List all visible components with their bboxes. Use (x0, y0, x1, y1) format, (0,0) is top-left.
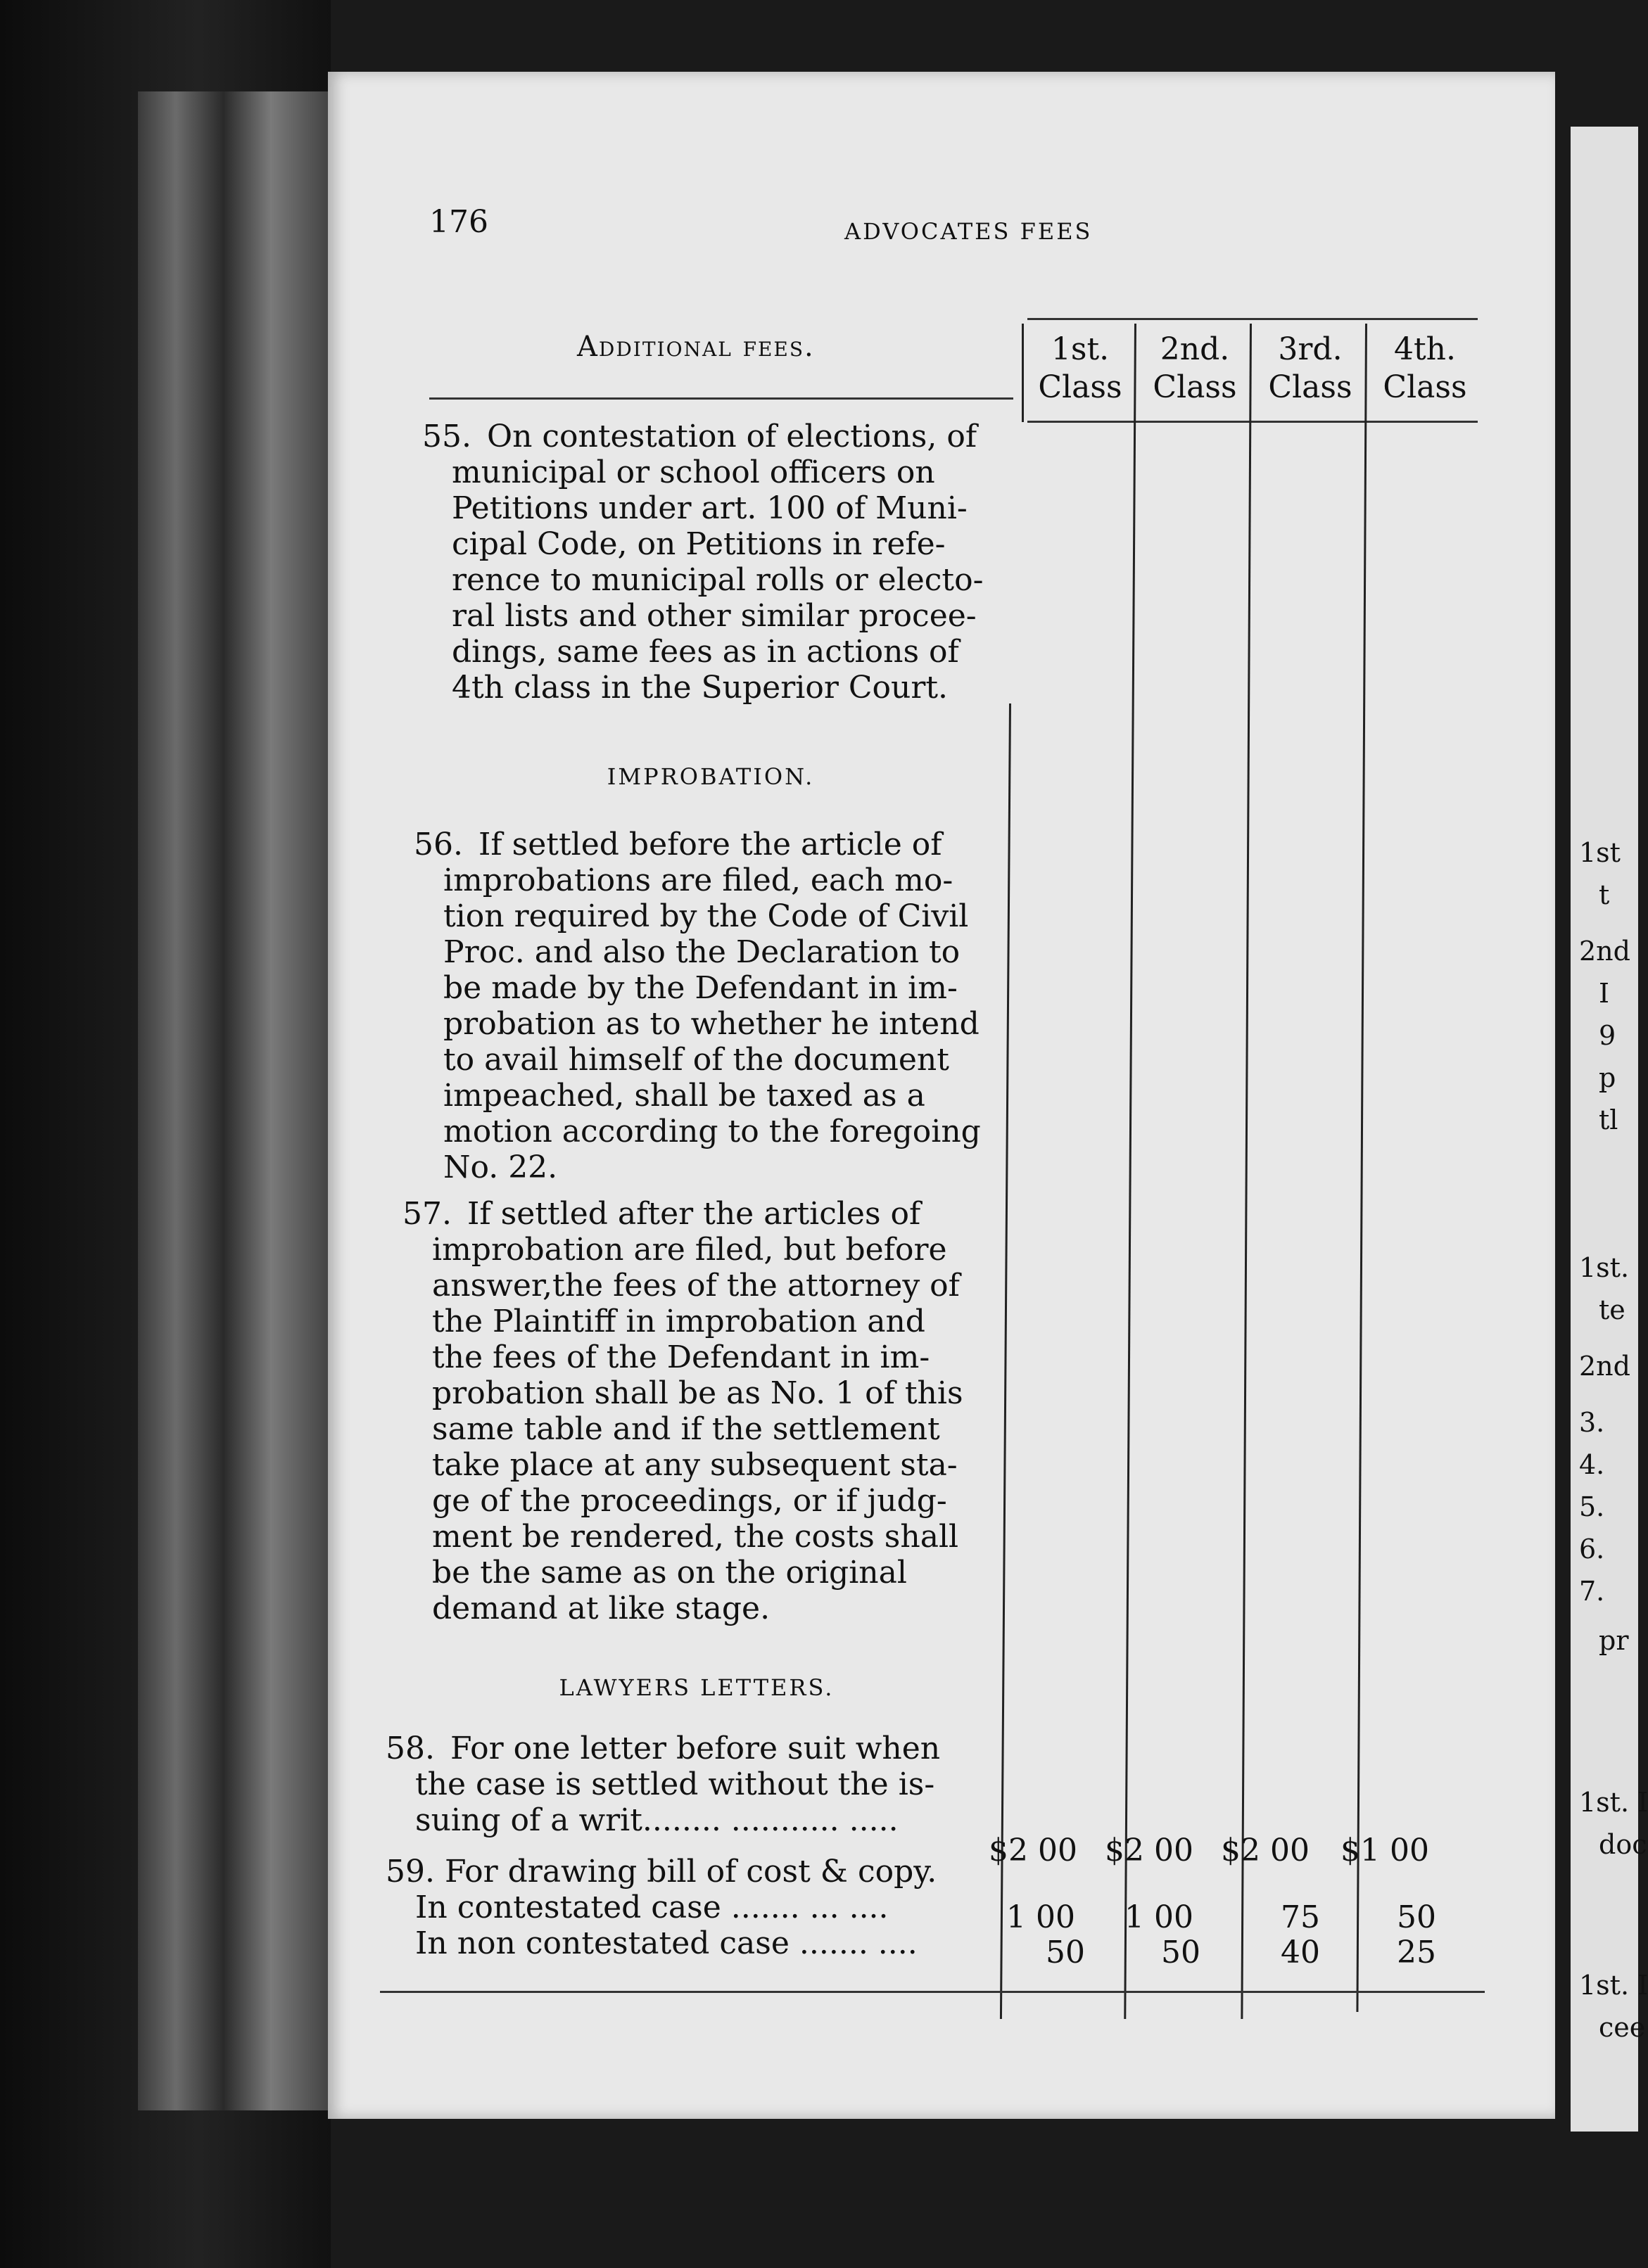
section-title-lawyers-letters: LAWYERS LETTERS. (559, 1674, 835, 1701)
text-line: tion required by the Code of Civil (443, 898, 969, 934)
column-header-line: 1st. (1051, 331, 1110, 367)
facing-text: 7. (1579, 1576, 1605, 1607)
facing-text: 1st. I (1579, 1970, 1648, 2001)
text-line: be made by the Defendant in im- (443, 970, 958, 1006)
fee-58-4th: $1 00 (1340, 1833, 1429, 1868)
text-line: take place at any subsequent sta- (432, 1447, 958, 1483)
entry-59 (386, 1854, 937, 1890)
text-line: improbation are filed, but before (432, 1232, 947, 1268)
fee-59n-3rd: 40 (1281, 1935, 1320, 1970)
entry-number: 59. (386, 1854, 435, 1890)
facing-text: I (1599, 978, 1610, 1009)
fee-59n-2nd: 50 (1161, 1935, 1200, 1970)
facing-text: 2nd (1579, 1351, 1630, 1382)
fee-58-3rd: $2 00 (1221, 1833, 1310, 1868)
table-bottom-rule (380, 1991, 1485, 1993)
entry-number: 55. (422, 419, 471, 454)
text-line: dings, same fees as in actions of (452, 634, 959, 670)
text-line: cipal Code, on Petitions in refe- (452, 526, 946, 562)
facing-text: pr (1599, 1625, 1629, 1656)
facing-page (1571, 127, 1648, 2132)
facing-text: 6. (1579, 1534, 1605, 1565)
fee-58-2nd: $2 00 (1105, 1833, 1193, 1868)
text-line: 4th class in the Superior Court. (452, 670, 949, 706)
table-title: Additional fees. (577, 331, 815, 363)
facing-text: te (1599, 1294, 1625, 1325)
page-number: 176 (429, 204, 488, 240)
row-contestated-label: In contestated case ....... ... .... (415, 1890, 889, 1925)
text-line: municipal or school officers on (452, 454, 935, 490)
entry-55 (422, 419, 1006, 706)
text-line: ment be rendered, the costs shall (432, 1519, 959, 1555)
text-line: suing of a writ........ ........... ..... (415, 1802, 899, 1838)
facing-text: 1st (1579, 837, 1621, 868)
text-line: the fees of the Defendant in im- (432, 1339, 930, 1375)
text-line: same table and if the settlement (432, 1411, 940, 1447)
entry-text (452, 419, 1006, 706)
text-line: probation as to whether he intend (443, 1006, 980, 1042)
facing-text: 2nd (1579, 936, 1630, 967)
fee-59c-1st: 1 00 (1006, 1899, 1075, 1935)
column-header-2nd (1139, 331, 1251, 406)
text-line: If settled after the articles of (467, 1196, 921, 1232)
header-bottom-rule-columns (1027, 421, 1478, 423)
column-header-4th (1369, 331, 1481, 406)
text-line: probation shall be as No. 1 of this (432, 1375, 963, 1411)
facing-text: p (1599, 1062, 1616, 1093)
fee-59n-1st: 50 (1046, 1935, 1085, 1970)
text-line: For one letter before suit when (450, 1731, 941, 1766)
column-divider (1022, 324, 1024, 422)
entry-number: 56. (414, 827, 463, 862)
entry-text (415, 1731, 977, 1838)
entry-number: 58. (386, 1731, 435, 1766)
column-header-line: 4th. (1394, 331, 1456, 367)
facing-text: 3. (1579, 1407, 1605, 1438)
fee-59c-2nd: 1 00 (1124, 1899, 1193, 1935)
text-line: Petitions under art. 100 of Muni- (452, 490, 968, 526)
facing-text: cee (1599, 2012, 1646, 2043)
running-title: ADVOCATES FEES (844, 218, 1093, 245)
text-line: On contestation of elections, of (487, 419, 977, 454)
text-line: the Plaintiff in improbation and (432, 1304, 925, 1339)
fee-59c-3rd: 75 (1281, 1899, 1320, 1935)
text-line: Proc. and also the Declaration to (443, 934, 961, 970)
entry-56 (414, 827, 998, 1185)
entry-58 (386, 1731, 977, 1838)
facing-text: 4. (1579, 1449, 1605, 1480)
column-header-line: Class (1153, 369, 1237, 405)
fee-59c-4th: 50 (1397, 1899, 1436, 1935)
column-header-line: Class (1268, 369, 1352, 405)
facing-text: 5. (1579, 1491, 1605, 1522)
facing-text: 9 (1599, 1020, 1616, 1051)
text-line: rence to municipal rolls or electo- (452, 562, 984, 598)
text-line: If settled before the article of (478, 827, 942, 862)
text-line: impeached, shall be taxed as a (443, 1078, 925, 1114)
text-line: answer,the fees of the attorney of (432, 1268, 960, 1304)
text-line: the case is settled without the is- (415, 1766, 935, 1802)
header-top-rule (1027, 318, 1478, 320)
facing-text: t (1599, 879, 1610, 910)
text-line: ge of the proceedings, or if judg- (432, 1483, 947, 1519)
facing-text: doc (1599, 1829, 1647, 1860)
text-line: No. 22. (443, 1149, 558, 1185)
book-spine (138, 91, 328, 2110)
facing-text: 1st. (1579, 1252, 1630, 1283)
entry-number: 57. (403, 1196, 452, 1232)
column-header-1st (1024, 331, 1136, 406)
entry-57 (403, 1196, 988, 1626)
text-line: motion according to the foregoing (443, 1114, 981, 1149)
fee-58-1st: $2 00 (989, 1833, 1077, 1868)
column-header-3rd (1254, 331, 1367, 406)
facing-text: tl (1599, 1104, 1618, 1135)
column-header-line: 3rd. (1278, 331, 1343, 367)
facing-text: 1st. I (1579, 1787, 1648, 1818)
entry-text (443, 827, 998, 1185)
text-line: demand at like stage. (432, 1591, 771, 1626)
entry-text: For drawing bill of cost & copy. (444, 1854, 937, 1890)
column-header-line: Class (1038, 369, 1122, 405)
header-bottom-rule (429, 397, 1013, 400)
fee-59n-4th: 25 (1397, 1935, 1436, 1970)
column-header-line: Class (1383, 369, 1467, 405)
text-line: be the same as on the original (432, 1555, 907, 1591)
row-non-contestated-label: In non contestated case ....... .... (415, 1925, 918, 1961)
entry-text (432, 1196, 988, 1626)
text-line: to avail himself of the document (443, 1042, 949, 1078)
page-header (429, 204, 1450, 260)
text-line: ral lists and other similar procee- (452, 598, 977, 634)
section-title-improbation: IMPROBATION. (607, 763, 815, 790)
column-header-line: 2nd. (1160, 331, 1230, 367)
text-line: improbations are filed, each mo- (443, 862, 953, 898)
